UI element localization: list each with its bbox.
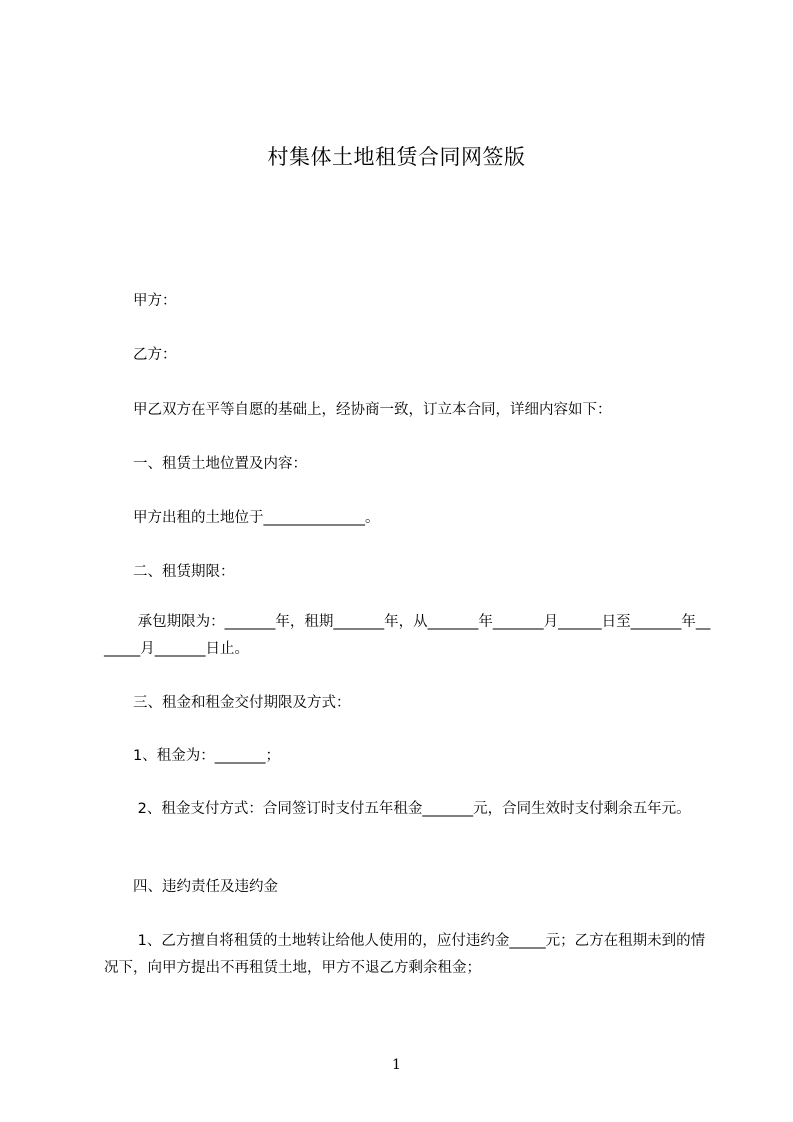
section-2-heading: 二、租赁期限： (104, 564, 235, 580)
rent-amount-paragraph: 1、租金为：_______； (104, 748, 280, 764)
page-number: 1 (392, 1057, 401, 1073)
section-4-heading: 四、违约责任及违约金 (104, 879, 278, 895)
breach-clause-paragraph: 1、乙方擅自将租赁的土地转让给他人使用的，应付违约金_____元；乙方在租期未到的情况下，向甲方提出不再租赁土地，甲方不退乙方剩余租金； (104, 933, 706, 976)
lease-term-paragraph: 承包期限为：_______年，租期_______年，从_______年_______月______日至_______年_______月_______日止。 (104, 614, 711, 657)
section-1-heading: 一、租赁土地位置及内容： (104, 456, 307, 472)
rent-payment-paragraph: 2、租金支付方式：合同签订时支付五年租金_______元，合同生效时支付剩余五年元。 (104, 801, 691, 817)
section-3-heading: 三、租金和租金交付期限及方式： (104, 695, 351, 711)
preamble-paragraph: 甲乙双方在平等自愿的基础上，经协商一致，订立本合同，详细内容如下： (104, 402, 612, 418)
document-title: 村集体土地租赁合同网签版 (267, 145, 526, 169)
party-a-line: 甲方： (104, 293, 177, 309)
land-location-paragraph: 甲方出租的土地位于______________。 (104, 510, 380, 526)
party-b-line: 乙方： (104, 347, 177, 363)
